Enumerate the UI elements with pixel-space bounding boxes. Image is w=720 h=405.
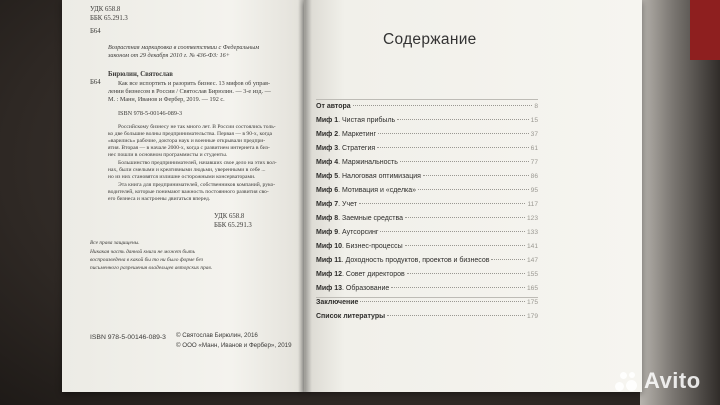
toc-entry-bold: От автора <box>316 103 351 110</box>
left-page <box>62 0 304 392</box>
toc-dot-leader <box>400 161 529 162</box>
toc-entry <box>316 257 538 267</box>
toc-entry-bold: Миф 12 <box>316 271 342 278</box>
toc-entry <box>316 103 538 113</box>
toc-dot-leader <box>360 301 525 302</box>
toc-entry-page: 155 <box>526 271 538 278</box>
annotation-line-7: нах, были смелыми и креативными людьми, уверенными в себе ... <box>108 167 266 173</box>
toc-entry-bold: Миф 7 <box>316 201 339 208</box>
toc-entry <box>316 313 538 323</box>
toc-entry-rest: . Мотивация и «сделка» <box>338 187 417 194</box>
toc-entry <box>316 271 538 281</box>
rights-line-4: письменного разрешения владельцев авторских прав. <box>90 265 213 271</box>
toc-entry-label <box>316 257 489 264</box>
toc-entry-page: 61 <box>530 145 538 152</box>
toc-entry <box>316 131 538 141</box>
toc-entry-bold: Миф 9 <box>316 229 339 236</box>
age-notice-line-1: Возрастная маркировка в соответствии с Федеральным <box>108 44 260 51</box>
age-notice-line-2: законом от 29 декабря 2010 г. № 436-ФЗ: 16+ <box>108 52 230 59</box>
toc-entry-label <box>316 159 398 166</box>
toc-entry <box>316 299 538 309</box>
isbn-mid: ISBN 978-5-00146-089-3 <box>118 110 183 117</box>
book-cover-edge <box>640 0 720 405</box>
toc-entry <box>316 173 538 183</box>
toc-dot-leader <box>353 105 533 106</box>
toc-entry-label <box>316 243 403 250</box>
toc-entry <box>316 187 538 197</box>
toc-entry-bold: Заключение <box>316 299 359 306</box>
toc-dot-leader <box>418 189 529 190</box>
toc-entry-page: 165 <box>526 285 538 292</box>
toc-entry-page: 147 <box>526 257 538 264</box>
annotation-line-1: Российскому бизнесу не так много лет. В России состоялись толь- <box>118 124 276 130</box>
toc-entry <box>316 215 538 225</box>
toc-entry-page: 141 <box>526 243 538 250</box>
code-side: Б64 <box>90 79 101 86</box>
toc-entry-bold: Миф 3 <box>316 145 339 152</box>
avito-watermark-text: Avito <box>644 368 701 393</box>
toc-entry <box>316 229 538 239</box>
toc-entry-rest: . Аутсорсинг <box>338 229 379 236</box>
rights-line-3: воспроизведена в какой бы то ни было форме без <box>90 257 203 263</box>
toc-entry-bold: Миф 4 <box>316 159 339 166</box>
toc-entry-rest: . Доходность продуктов, проектов и бизнесов <box>341 257 490 264</box>
annotation-line-10: водителей, которые понимают важность постоянного развития сво- <box>108 189 269 195</box>
toc-dot-leader <box>391 287 525 288</box>
annotation-line-4: ятия. Вторая — в начале 2000-х, когда с развитием интернета в биз- <box>108 145 270 151</box>
annotation-line-9: Эта книга для предпринимателей, собственников компаний, руко- <box>118 182 276 188</box>
toc-entry-rest: . Учет <box>338 201 357 208</box>
toc-entry-page: 8 <box>534 103 538 110</box>
toc-entry-bold: Миф 5 <box>316 173 339 180</box>
toc-entry-page: 117 <box>527 201 538 208</box>
toc-dot-leader <box>387 315 525 316</box>
toc-entry-bold: Миф 6 <box>316 187 339 194</box>
annotation-line-8: но из них становятся излишне осторожными консерваторами. <box>108 174 256 180</box>
toc-entry-page: 123 <box>526 215 538 222</box>
toc-entry-rest: . Чистая прибыль <box>338 117 396 124</box>
toc-entry-bold: Список литературы <box>316 313 386 320</box>
toc-entry-label <box>316 201 357 208</box>
toc-entry-label <box>316 285 389 292</box>
toc-entry-page: 86 <box>530 173 538 180</box>
toc-entry-rest: . Бизнес-процессы <box>342 243 403 250</box>
toc-entry <box>316 145 538 155</box>
toc-entry-bold: Миф 1 <box>316 117 339 124</box>
rights-line-2: Никакая часть данной книги не может быть <box>90 249 196 255</box>
toc-entry-label <box>316 187 416 194</box>
toc-entry-label <box>316 173 421 180</box>
toc-dot-leader <box>405 245 525 246</box>
toc-entry-label <box>316 313 385 320</box>
toc-entry-page: 77 <box>530 159 538 166</box>
toc-dot-leader <box>377 147 528 148</box>
toc-dot-leader <box>407 273 525 274</box>
annotation-line-3: «варились» рабочие, доктора наук и военные открывали предпри- <box>108 138 266 144</box>
book-gutter-shadow <box>298 0 312 392</box>
toc-entry-rest: . Совет директоров <box>342 271 405 278</box>
toc-entry <box>316 117 538 127</box>
annotation-line-11: его бизнеса и настроены двигаться вперед. <box>108 196 211 202</box>
copyright-line-1: © Святослав Бирюлин, 2016 <box>176 332 258 339</box>
avito-logo-icon <box>614 370 640 392</box>
toc-entry <box>316 285 538 295</box>
toc-separator-rule <box>316 297 538 298</box>
toc-entry-label <box>316 215 403 222</box>
bbk-top: ББК 65.291.3 <box>90 15 128 22</box>
biblio-line-1: Как все испортить и разорить бизнес. 13 мифов об управ- <box>118 80 271 87</box>
toc-entry-rest: . Образование <box>342 285 390 292</box>
toc-entry-label <box>316 299 358 306</box>
toc-top-rule <box>316 99 538 100</box>
avito-watermark <box>614 368 701 394</box>
annotation-line-2: ко две большие волны предпринимательства. Первая — в 90-х, когда <box>108 131 273 137</box>
toc-entry-page: 95 <box>530 187 538 194</box>
toc-entry-page: 15 <box>530 117 538 124</box>
toc-entry-label <box>316 117 395 124</box>
toc-entry-label <box>316 131 376 138</box>
toc-entry-rest: . Маркетинг <box>338 131 377 138</box>
udk-top: УДК 658.8 <box>90 6 121 13</box>
toc-entry-label <box>316 271 405 278</box>
bbk-bottom: ББК 65.291.3 <box>214 222 252 229</box>
toc-entry <box>316 201 538 211</box>
annotation-line-6: Большинство предпринимателей, начавших свое дело на этих вол- <box>118 160 277 166</box>
copyright-line-2: © ООО «Манн, Иванов и Фербер», 2019 <box>176 342 292 349</box>
toc-entry-page: 133 <box>526 229 538 236</box>
book-cover-red-corner <box>690 0 720 60</box>
toc-entry <box>316 159 538 169</box>
toc-entry-bold: Миф 13 <box>316 285 342 292</box>
toc-dot-leader <box>380 231 525 232</box>
toc-dot-leader <box>397 119 528 120</box>
toc-entry-bold: Миф 10 <box>316 243 342 250</box>
author-heading: Бирюлин, Святослав <box>108 71 173 78</box>
toc-entry-bold: Миф 8 <box>316 215 339 222</box>
isbn-bottom: ISBN 978-5-00146-089-3 <box>90 334 166 341</box>
toc-entry-rest: . Маржинальность <box>338 159 398 166</box>
biblio-line-3: М. : Манн, Иванов и Фербер, 2019. — 192 с. <box>108 96 225 103</box>
toc-dot-leader <box>359 203 526 204</box>
toc-entry-label <box>316 229 378 236</box>
toc-entry-page: 179 <box>526 313 538 320</box>
biblio-line-2: лении бизнесом в России / Святослав Бирюлин. — 3-е изд. — <box>108 88 271 95</box>
toc-entry-rest: . Налоговая оптимизация <box>338 173 421 180</box>
toc-dot-leader <box>423 175 529 176</box>
toc-entry-page: 175 <box>526 299 538 306</box>
rights-line-1: Все права защищены. <box>90 240 140 246</box>
toc-entry-rest: . Заемные средства <box>338 215 404 222</box>
udk-bottom: УДК 658.8 <box>214 213 245 220</box>
toc-dot-leader <box>405 217 525 218</box>
annotation-line-5: нес пошли в основном программисты и студенты. <box>108 152 228 158</box>
toc-entry-label <box>316 145 375 152</box>
toc-dot-leader <box>378 133 529 134</box>
toc-title: Содержание <box>383 31 477 48</box>
toc-entry-rest: . Стратегия <box>338 145 376 152</box>
toc-entry-bold: Миф 11 <box>316 257 342 264</box>
code-top: Б64 <box>90 28 101 35</box>
toc-entry-bold: Миф 2 <box>316 131 339 138</box>
toc-entry-label <box>316 103 351 110</box>
toc-dot-leader <box>491 259 525 260</box>
toc-entry-page: 37 <box>530 131 538 138</box>
toc-entry <box>316 243 538 253</box>
